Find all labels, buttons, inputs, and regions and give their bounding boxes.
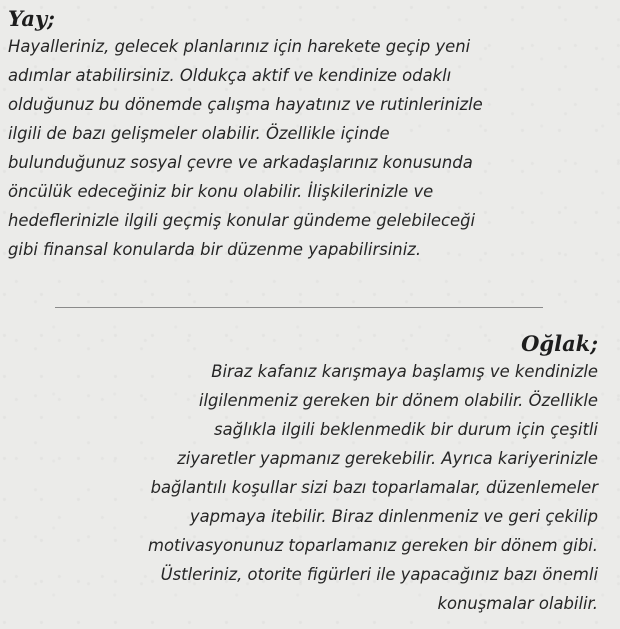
oglak-section (0, 331, 620, 618)
yay-line: gibi finansal konularda bir düzenme yapabilirsiniz. (8, 240, 422, 259)
yay-line: ilgili de bazı gelişmeler olabilir. Özellikle içinde (8, 124, 390, 143)
oglak-line: Üstleriniz, otorite figürleri ile yapacağınız bazı önemli (160, 565, 598, 584)
yay-line: Hayalleriniz, gelecek planlarınız için harekete geçip yeni (8, 37, 471, 56)
oglak-line: ziyaretler yapmanız gerekebilir. Ayrıca kariyerinizle (177, 449, 598, 468)
yay-line: adımlar atabilirsiniz. Oldukça aktif ve kendinize odaklı (8, 66, 452, 85)
yay-line: olduğunuz bu dönemde çalışma hayatınız ve rutinlerinizle (8, 95, 483, 114)
yay-line: hedeflerinizle ilgili geçmiş konular gündeme gelebileceği (8, 211, 476, 230)
oglak-line: konuşmalar olabilir. (437, 594, 598, 613)
oglak-line: yapmaya itebilir. Biraz dinlenmeniz ve geri çekilip (189, 507, 598, 526)
yay-section (0, 6, 620, 264)
oglak-body (0, 357, 620, 618)
oglak-line: ilgilenmeniz gereken bir dönem olabilir. Özellikle (198, 391, 598, 410)
oglak-heading: Oğlak; (521, 331, 598, 356)
section-divider (55, 307, 543, 308)
yay-body (0, 32, 620, 264)
oglak-line: bağlantılı koşullar sizi bazı toparlamalar, düzenlemeler (150, 478, 598, 497)
oglak-line: motivasyonunuz toparlamanız gereken bir dönem gibi. (148, 536, 598, 555)
yay-line: bulunduğunuz sosyal çevre ve arkadaşlarınız konusunda (8, 153, 473, 172)
oglak-line: Biraz kafanız karışmaya başlamış ve kendinizle (211, 362, 598, 381)
yay-line: öncülük edeceğiniz bir konu olabilir. İlişkilerinizle ve (8, 182, 434, 201)
oglak-line: sağlıkla ilgili beklenmedik bir durum için çeşitli (214, 420, 598, 439)
yay-heading: Yay; (8, 6, 55, 31)
